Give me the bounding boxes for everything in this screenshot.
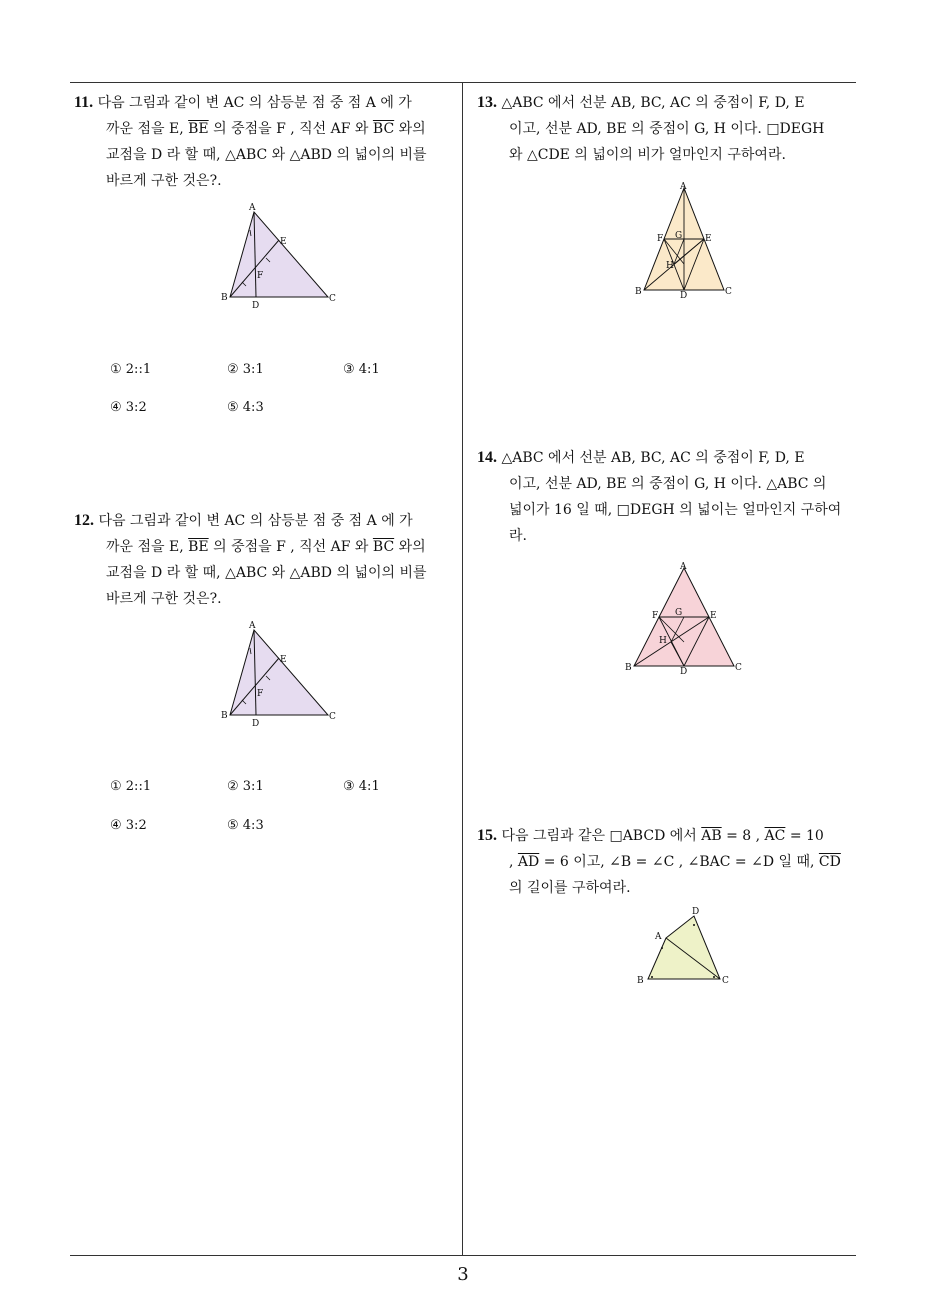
label-A: A [655, 932, 662, 942]
page-number: 3 [457, 1264, 469, 1285]
question-number: 11. [74, 94, 94, 111]
label-D: D [680, 667, 688, 677]
question-number: 12. [74, 512, 94, 529]
question-13: 13. △ABC 에서 선분 AB, BC, AC 의 중점이 F, D, E 이고, 선분 AD, BE 의 중점이 G, H 이다. □DEGH 와 △CDE 의 넓이의 비가 얼마인지 구하여라. [477, 94, 825, 163]
label-E: E [280, 655, 287, 665]
label-B: B [635, 287, 642, 297]
label-G: G [675, 608, 683, 618]
label-D: D [252, 301, 260, 311]
label-D: D [252, 719, 260, 729]
label-B: B [625, 663, 632, 673]
choice-1[interactable]: ① 2::1 [110, 779, 152, 794]
label-H: H [666, 261, 674, 271]
label-H: H [659, 636, 667, 646]
q14-triangle-figure [620, 558, 750, 680]
choice-1[interactable]: ① 2::1 [110, 362, 152, 377]
header-rule [70, 82, 856, 83]
label-F: F [257, 689, 264, 699]
choice-3[interactable]: ③ 4:1 [343, 779, 380, 794]
choice-4[interactable]: ④ 3:2 [110, 818, 147, 833]
question-14: 14. △ABC 에서 선분 AB, BC, AC 의 중점이 F, D, E 이고, 선분 AD, BE 의 중점이 G, H 이다. △ABC 의 넓이가 16 일 때, □DEGH 의 넓이는 얼마인지 구하여 라. [477, 449, 842, 544]
label-C: C [329, 294, 336, 304]
label-A: A [249, 203, 256, 213]
column-divider [462, 83, 463, 1255]
question-12: 12. 다음 그림과 같이 변 AC 의 삼등분 점 중 점 A 에 가 까운 점을 E, $\overline{BE}$ 의 중점을 F , 직선 AF 와 $\overline{BC}$ 와의 교점을 D 라 할 때, △ABC 와 △ABD 의 넓이의 비를 바르게 구한 것은?. [74, 512, 427, 607]
label-C: C [735, 663, 742, 673]
question-number: 14. [477, 449, 497, 466]
label-E: E [280, 237, 287, 247]
q11-triangle-figure [218, 200, 348, 315]
q15-quadrilateral-figure [628, 902, 743, 992]
footer-rule [70, 1255, 856, 1256]
label-F: F [257, 271, 264, 281]
question-number: 13. [477, 94, 497, 111]
label-A: A [249, 621, 256, 631]
q12-triangle-figure [218, 618, 348, 733]
choice-2[interactable]: ② 3:1 [227, 779, 264, 794]
q13-triangle-figure [630, 178, 740, 303]
label-D: D [680, 291, 688, 301]
label-A: A [680, 182, 687, 192]
label-D: D [692, 907, 700, 917]
choice-5[interactable]: ⑤ 4:3 [227, 400, 264, 415]
label-A: A [680, 562, 687, 572]
question-number: 15. [477, 827, 497, 844]
label-F: F [652, 611, 659, 621]
choice-3[interactable]: ③ 4:1 [343, 362, 380, 377]
label-B: B [221, 293, 228, 303]
label-E: E [710, 611, 717, 621]
label-F: F [657, 234, 664, 244]
choice-5[interactable]: ⑤ 4:3 [227, 818, 264, 833]
label-B: B [221, 711, 228, 721]
label-E: E [705, 234, 712, 244]
label-G: G [675, 231, 683, 241]
question-11: 11. 다음 그림과 같이 변 AC 의 삼등분 점 중 점 A 에 가 까운 점을 E, $\overline{BE}$ 의 중점을 F , 직선 AF 와 $\overline{BC}$ 와의 교점을 D 라 할 때, △ABC 와 △ABD 의 넓이의 비를 바르게 구한 것은?. [74, 94, 427, 189]
label-C: C [329, 712, 336, 722]
choice-4[interactable]: ④ 3:2 [110, 400, 147, 415]
question-15: 15. 다음 그림과 같은 □ABCD 에서 $\overline{AB} = 8$ , $\overline{AC} = 10$ , $\overline{AD} = 6$ 이고, ∠B = ∠C , ∠BAC = ∠D 일 때, $\overline{CD}$ 의 길이를 구하여라. [477, 827, 841, 896]
label-B: B [637, 976, 644, 986]
label-C: C [725, 287, 732, 297]
label-C: C [722, 976, 729, 986]
choice-2[interactable]: ② 3:1 [227, 362, 264, 377]
